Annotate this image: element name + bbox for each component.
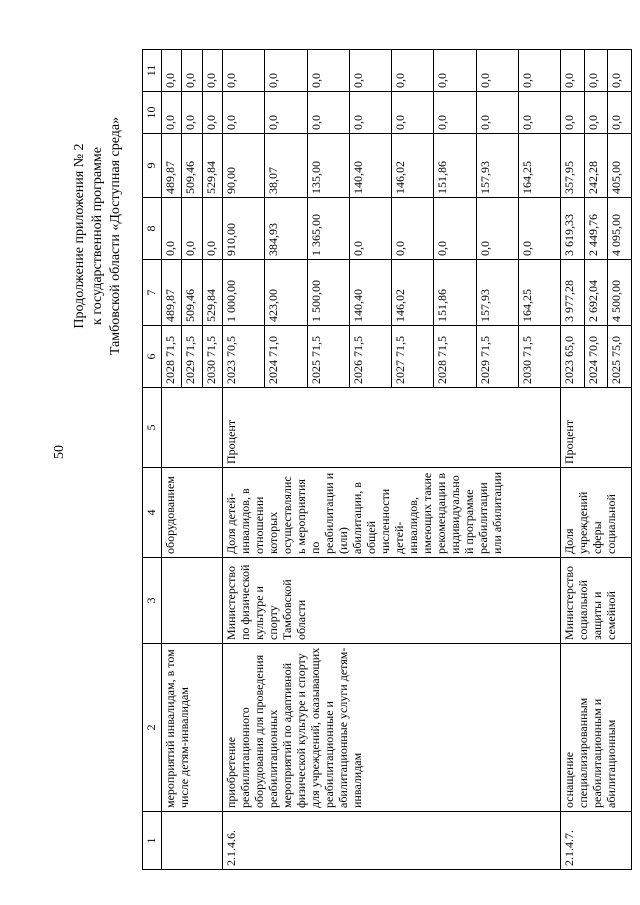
cell-c7: 1 500,00 bbox=[307, 260, 349, 326]
year-label: 2024 bbox=[266, 360, 281, 384]
table-row bbox=[222, 50, 264, 870]
cell-num: 2.1.4.6. bbox=[222, 812, 560, 870]
cell-c10: 0,0 bbox=[265, 92, 307, 134]
cell-num: 2.1.4.7. bbox=[561, 812, 632, 870]
cell-year-target bbox=[476, 326, 518, 388]
cell-num bbox=[162, 812, 223, 870]
year-label: 2025 bbox=[609, 360, 624, 384]
target-value: 65,0 bbox=[562, 336, 577, 357]
column-header: 10 bbox=[143, 92, 162, 134]
cell-c10: 0,0 bbox=[349, 92, 391, 134]
cell-c8: 1 365,00 bbox=[307, 198, 349, 260]
target-value: 71,0 bbox=[266, 336, 281, 357]
column-header: 7 bbox=[143, 260, 162, 326]
table-row bbox=[162, 50, 182, 870]
cell-year-target bbox=[584, 326, 608, 388]
cell-c11: 0,0 bbox=[434, 50, 476, 92]
cell-c8: 0,0 bbox=[182, 198, 202, 260]
page-number: 50 bbox=[52, 445, 67, 459]
cell-c7: 146,02 bbox=[392, 260, 434, 326]
cell-c11: 0,0 bbox=[307, 50, 349, 92]
table-body bbox=[162, 50, 632, 870]
year-label: 2029 bbox=[183, 360, 198, 384]
column-header: 6 bbox=[143, 326, 162, 388]
cell-c11: 0,0 bbox=[162, 50, 182, 92]
cell-year-target bbox=[222, 326, 264, 388]
header-row bbox=[143, 50, 162, 870]
target-value: 71,5 bbox=[477, 336, 492, 357]
year-label: 2025 bbox=[308, 360, 323, 384]
cell-unit bbox=[162, 388, 223, 468]
cell-year-target bbox=[349, 326, 391, 388]
header-line-2: к государственной программе bbox=[90, 147, 105, 325]
cell-c10: 0,0 bbox=[608, 92, 632, 134]
cell-indicator: Доля учреждений сферы социальной bbox=[561, 468, 632, 558]
cell-c11: 0,0 bbox=[202, 50, 222, 92]
column-header: 5 bbox=[143, 388, 162, 468]
cell-c9: 146,02 bbox=[392, 134, 434, 198]
target-value: 75,0 bbox=[609, 336, 624, 357]
column-header: 9 bbox=[143, 134, 162, 198]
cell-c8: 2 449,76 bbox=[584, 198, 608, 260]
cell-c9: 135,00 bbox=[307, 134, 349, 198]
cell-c10: 0,0 bbox=[434, 92, 476, 134]
cell-c7: 529,84 bbox=[202, 260, 222, 326]
year-label: 2030 bbox=[520, 360, 535, 384]
cell-c8: 0,0 bbox=[476, 198, 518, 260]
cell-c7: 1 000,00 bbox=[222, 260, 264, 326]
column-header: 11 bbox=[143, 50, 162, 92]
cell-c7: 164,25 bbox=[519, 260, 561, 326]
cell-c9: 164,25 bbox=[519, 134, 561, 198]
cell-executor: Министерство по физической культуре и спорту Тамбовской области bbox=[222, 558, 560, 644]
year-label: 2027 bbox=[393, 360, 408, 384]
target-value: 70,0 bbox=[585, 336, 600, 357]
cell-name: оснащение специализированным реабилитационным и абилитационным bbox=[561, 644, 632, 812]
cell-c7: 151,86 bbox=[434, 260, 476, 326]
cell-c8: 0,0 bbox=[519, 198, 561, 260]
cell-year-target bbox=[608, 326, 632, 388]
cell-c7: 2 692,04 bbox=[584, 260, 608, 326]
cell-year-target bbox=[392, 326, 434, 388]
cell-c11: 0,0 bbox=[561, 50, 585, 92]
cell-year-target bbox=[519, 326, 561, 388]
column-header: 8 bbox=[143, 198, 162, 260]
column-header: 4 bbox=[143, 468, 162, 558]
cell-year-target bbox=[265, 326, 307, 388]
target-value: 71,5 bbox=[183, 336, 198, 357]
cell-c8: 0,0 bbox=[202, 198, 222, 260]
cell-indicator: Доля детей-инвалидов, в отношении которых осуществлялись мероприятия по реабилитации и (или) абилитации, в общей численности детей-инвалидов, имеющих такие рекомендации в индивидуальной программе реабилитации или абилитации bbox=[222, 468, 560, 558]
cell-c8: 0,0 bbox=[434, 198, 476, 260]
cell-c10: 0,0 bbox=[392, 92, 434, 134]
cell-c9: 90,00 bbox=[222, 134, 264, 198]
cell-year-target bbox=[202, 326, 222, 388]
cell-year-target bbox=[307, 326, 349, 388]
target-value: 71,5 bbox=[308, 336, 323, 357]
program-table bbox=[142, 49, 632, 870]
year-label: 2028 bbox=[435, 360, 450, 384]
target-value: 71,5 bbox=[435, 336, 450, 357]
cell-c11: 0,0 bbox=[476, 50, 518, 92]
cell-c11: 0,0 bbox=[584, 50, 608, 92]
cell-year-target bbox=[182, 326, 202, 388]
cell-c7: 4 500,00 bbox=[608, 260, 632, 326]
cell-year-target bbox=[561, 326, 585, 388]
cell-c9: 151,86 bbox=[434, 134, 476, 198]
cell-c10: 0,0 bbox=[222, 92, 264, 134]
cell-c7: 509,46 bbox=[182, 260, 202, 326]
cell-c9: 157,93 bbox=[476, 134, 518, 198]
cell-c10: 0,0 bbox=[202, 92, 222, 134]
column-header: 1 bbox=[143, 812, 162, 870]
header-line-1: Продолжение приложения № 2 bbox=[72, 143, 87, 329]
header-line-3: Тамбовской области «Доступная среда» bbox=[108, 116, 123, 356]
cell-c11: 0,0 bbox=[349, 50, 391, 92]
cell-c8: 384,93 bbox=[265, 198, 307, 260]
cell-c9: 242,28 bbox=[584, 134, 608, 198]
cell-indicator: оборудованием bbox=[162, 468, 223, 558]
cell-c11: 0,0 bbox=[265, 50, 307, 92]
cell-c8: 0,0 bbox=[392, 198, 434, 260]
cell-unit: Процент bbox=[561, 388, 632, 468]
column-header: 3 bbox=[143, 558, 162, 644]
cell-c7: 157,93 bbox=[476, 260, 518, 326]
cell-c8: 0,0 bbox=[349, 198, 391, 260]
year-label: 2030 bbox=[203, 360, 218, 384]
cell-c10: 0,0 bbox=[519, 92, 561, 134]
year-label: 2029 bbox=[477, 360, 492, 384]
cell-c11: 0,0 bbox=[519, 50, 561, 92]
cell-c9: 38,07 bbox=[265, 134, 307, 198]
program-table-container bbox=[142, 50, 632, 870]
year-label: 2023 bbox=[562, 360, 577, 384]
cell-c11: 0,0 bbox=[182, 50, 202, 92]
cell-executor bbox=[162, 558, 223, 644]
cell-c11: 0,0 bbox=[392, 50, 434, 92]
cell-name: мероприятий инвалидам, в том числе детям-инвалидам bbox=[162, 644, 223, 812]
year-label: 2026 bbox=[350, 360, 365, 384]
target-value: 71,5 bbox=[163, 336, 177, 357]
cell-year-target bbox=[434, 326, 476, 388]
cell-c10: 0,0 bbox=[584, 92, 608, 134]
cell-c9: 405,00 bbox=[608, 134, 632, 198]
cell-c9: 140,40 bbox=[349, 134, 391, 198]
cell-c8: 3 619,33 bbox=[561, 198, 585, 260]
cell-c9: 489,87 bbox=[162, 134, 182, 198]
cell-c8: 0,0 bbox=[162, 198, 182, 260]
target-value: 70,5 bbox=[223, 336, 238, 357]
target-value: 71,5 bbox=[350, 336, 365, 357]
cell-c11: 0,0 bbox=[608, 50, 632, 92]
cell-c7: 3 977,28 bbox=[561, 260, 585, 326]
cell-c10: 0,0 bbox=[307, 92, 349, 134]
cell-c9: 509,46 bbox=[182, 134, 202, 198]
document-header bbox=[71, 86, 125, 386]
cell-c11: 0,0 bbox=[222, 50, 264, 92]
cell-year-target bbox=[162, 326, 182, 388]
table-row bbox=[561, 50, 585, 870]
target-value: 71,5 bbox=[393, 336, 408, 357]
cell-c7: 140,40 bbox=[349, 260, 391, 326]
year-label: 2023 bbox=[223, 360, 238, 384]
column-header: 2 bbox=[143, 644, 162, 812]
cell-c8: 910,00 bbox=[222, 198, 264, 260]
year-label: 2028 bbox=[163, 360, 177, 384]
cell-unit: Процент bbox=[222, 388, 560, 468]
cell-c8: 4 095,00 bbox=[608, 198, 632, 260]
cell-c10: 0,0 bbox=[162, 92, 182, 134]
cell-c10: 0,0 bbox=[182, 92, 202, 134]
cell-c7: 423,00 bbox=[265, 260, 307, 326]
target-value: 71,5 bbox=[203, 336, 218, 357]
cell-c10: 0,0 bbox=[561, 92, 585, 134]
year-label: 2024 bbox=[585, 360, 600, 384]
target-value: 71,5 bbox=[520, 336, 535, 357]
cell-executor: Министерство социальной защиты и семейной bbox=[561, 558, 632, 644]
cell-c9: 529,84 bbox=[202, 134, 222, 198]
cell-c9: 357,95 bbox=[561, 134, 585, 198]
cell-c10: 0,0 bbox=[476, 92, 518, 134]
cell-name: приобретение реабилитационного оборудования для проведения реабилитационных мероприятий по адаптивной физической культуре и спорту для учреждений, оказывающих реабилитационные и абилитационные услуги детям-инвалидам bbox=[222, 644, 560, 812]
cell-c7: 489,87 bbox=[162, 260, 182, 326]
